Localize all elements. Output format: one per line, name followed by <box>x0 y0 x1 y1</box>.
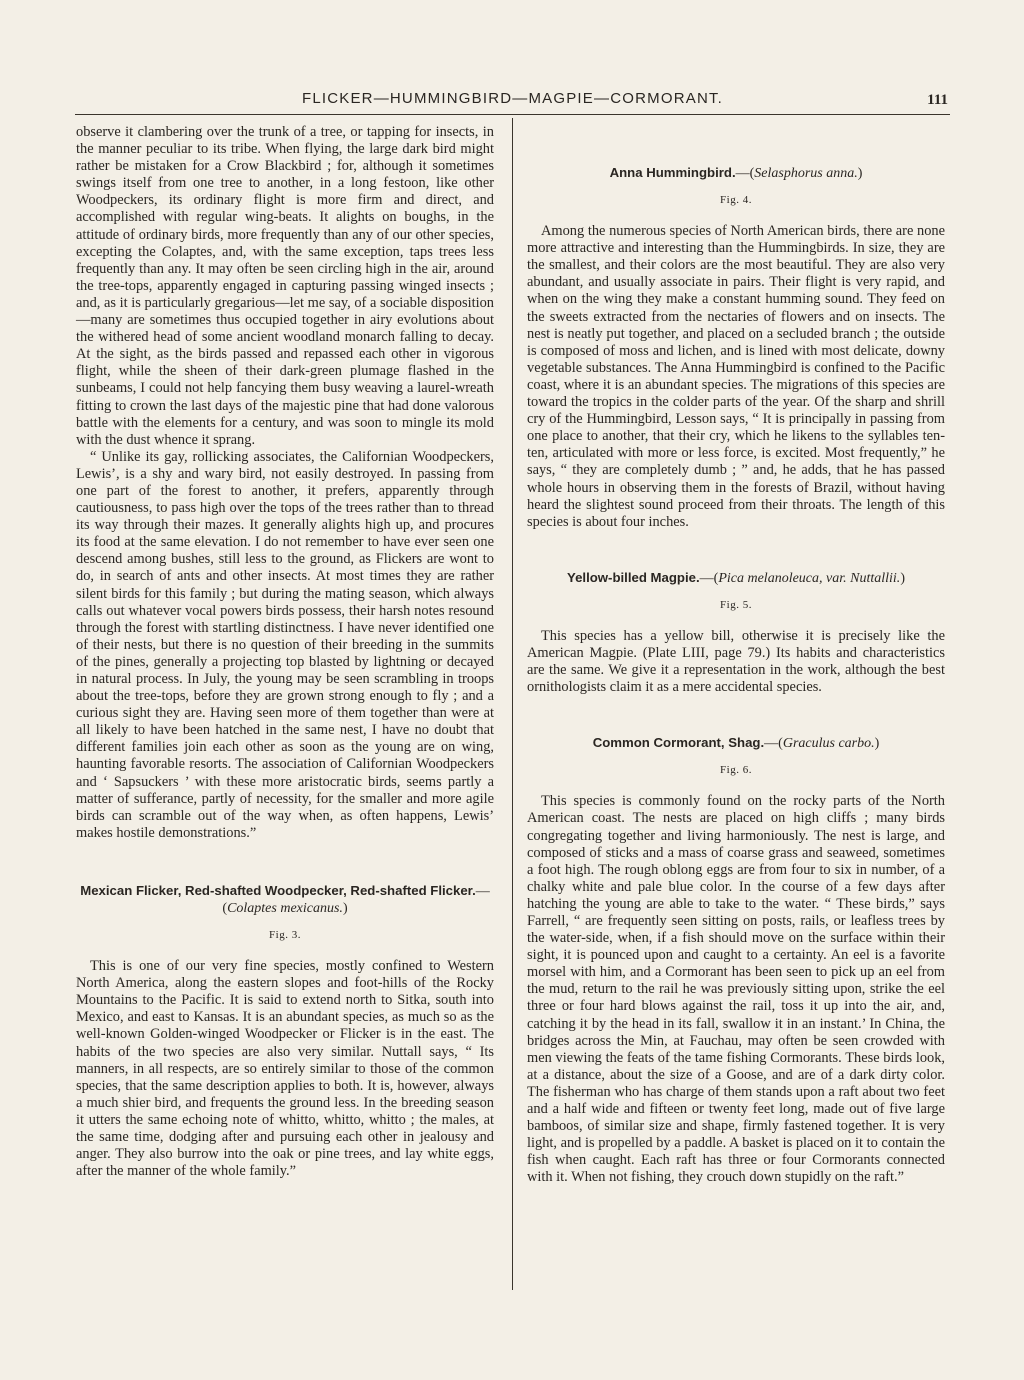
right-column <box>527 124 945 1187</box>
species-scientific-name: Graculus carbo. <box>782 736 875 752</box>
column-divider <box>512 118 513 1290</box>
paragraph-mexican-flicker: This is one of our very fine species, mostly confined to Western North America, along the eastern slopes and foot-hills of the Rocky Mountains to the Pacific. It is said to extend north to Sitka, south into Mexico, and east to Kansas. It is an abundant species, as much so as the well-known Golden-winged Woodpecker or Flicker is in the east. The habits of the two species are also very similar. Nuttall says, “ Its manners, in all respects, are so entirely similar to those of the common species, that the same description applies to both. It is, however, always a much shier bird, and frequents the ground less. In the breeding season it utters the same echoing note of whitto, whitto, whitto ; the males, at the same time, dodging after and pursuing each other in jealousy and anger. They also burrow into the oak or pine trees, and lay white eggs, after the manner of the whole family.” <box>76 958 494 1180</box>
paragraph-lewis-quote: “ Unlike its gay, rollicking associates, the Californian Woodpeckers, Lewis’, is a shy and wary bird, not easily destroyed. In passing from one part of the forest to another, it prefers, apparently through cautiousness, to pass high over the tops of the trees rather than to thread its way through their mazes. It generally alights high up, and procures its food at the same elevation. I do not remember to have ever seen one descend among bushes, still less to the ground, as Flickers are wont to do, in search of ants and other insects. At most times they are rather silent birds for this family ; but during the mating season, which always calls out whatever vocal powers birds possess, their harsh notes resound through the forest with startling distinctness. I have never identified one of their nests, but there is no question of their breeding in the summits of the pines, generally a projecting top blasted by lightning or decayed in natural process. In July, the young may be seen scrambling in troops about the tree-tops, before they are grown strong enough to fly ; and a curious sight they are. Having seen more of them together than were at all likely to have been hatched in the same nest, I have no doubt that different families join each other as soon as the young are on wing, haunting favorable resorts. The association of Californian Woodpeckers and ‘ Sapsuckers ’ with these more aristocratic birds, seems partly a matter of sufferance, partly of necessity, for the smaller and more agile birds can scramble out of the way when, as often happens, Lewis’ makes hostile demonstrations.” <box>76 448 494 841</box>
figure-reference: Fig. 3. <box>269 928 301 941</box>
heading-common-cormorant: Common Cormorant, Shag.—(Graculus carbo.) <box>592 735 880 752</box>
page-number: 111 <box>927 92 948 108</box>
figure-reference: Fig. 4. <box>720 194 752 206</box>
species-scientific-name: Pica melanoleuca, var. Nuttallii. <box>718 570 901 586</box>
paragraph-yellow-billed-magpie: This species has a yellow bill, otherwise it is precisely like the American Magpie. (Plate LIII, page 79.) Its habits and characteristics are the same. We give it a representation in the work, although the best ornithologists claim it as a mere accidental species. <box>527 627 945 696</box>
paragraph-anna-hummingbird: Among the numerous species of North American birds, there are none more attractive and interesting than the Hummingbirds. In size, they are the smallest, and their colors are the most beautiful. They are also very abundant, and usually associate in pairs. Their flight is very rapid, and when on the wing they make a constant humming sound. They feed on the sweets extracted from the nectaries of flowers and on insects. The nest is neatly put together, and placed on a secluded branch ; the outside is composed of moss and lichen, and is lined with most delicate, downy vegetable substances. The Anna Hummingbird is confined to the Pacific coast, where it is an abundant species. The migrations of this species are toward the tropics in the colder parts of the year. Of the sharp and shrill cry of the Hummingbird, Lesson says, “ It is principally in passing from one place to another, that their cry, which he likens to the syllables ten-ten, articulated with more or less force, is excited. Most frequently,” he says, “ they are completely dumb ; ” and, he adds, that he has passed whole hours in observing them in the forests of Brazil, without having heard the slightest sound proceed from their throats. The length of this species is about four inches. <box>527 223 945 530</box>
species-common-name: Common Cormorant, Shag. <box>592 735 765 751</box>
running-title: FLICKER—HUMMINGBIRD—MAGPIE—CORMORANT. <box>301 90 724 107</box>
left-column <box>76 124 494 1180</box>
paragraph-woodpecker-habits: observe it clambering over the trunk of a tree, or tapping for insects, in the manner peculiar to its tribe. When flying, the large dark bird might rather be mistaken for a Crow Blackbird ; for, although it sometimes swings itself from one tree to another, in a long festoon, like other Woodpeckers, its ordinary flight is more firm and direct, and accomplished with regular wing-beats. It alights on boughs, in the attitude of ordinary birds, more frequently than any of our other species, excepting the Colaptes, and, with the same exception, taps trees less frequently than any. It may often be seen circling high in the air, around the tree-tops, apparently engaged in capturing passing winged insects ; and, as it is particularly gregarious—let me say, of a sociable disposition—many are sometimes thus occupied together in airy evolutions about the withered head of some ancient woodland monarch falling to decay. At the sight, as the birds passed and repassed each other in vigorous flight, while the sheen of their dark-green plumage flashed in the sunbeams, I could not help fancying them busy weaving a laurel-wreath fitting to crown the last days of the majestic pine that had done valorous battle with the elements for a century, and was soon to mingle its mold with the dust whence it sprang. <box>76 124 494 448</box>
paragraph-common-cormorant: This species is commonly found on the rocky parts of the North American coast. The nests are placed on high cliffs ; many birds congregating together and living harmoniously. The nest is large, and composed of sticks and a mass of coarse grass and seaweed, sometimes a foot high. The rough oblong eggs are from four to six in number, of a chalky white and pale blue color. In the course of a few days after hatching the young are able to take to the water. “ These birds,” says Farrell, “ are frequently seen sitting on posts, rails, or leafless trees by the water-side, when, if a fish should move on the surface within their sight, it is pounced upon and caught to a certainty. An eel is a favorite morsel with him, and a Cormorant has been seen to pick up an eel from the mud, return to the rail he was previously sitting upon, strike the eel three or four hard blows against the rail, toss it up into the air, and, catching it by the head in its fall, swallow it in an instant.’ In China, the bridges across the Min, at Fauchau, may often be seen crowded with men viewing the feats of the tame fishing Cormorants. These birds look, at a distance, about the size of a Goose, and are of a dark dirty color. The fisherman who has charge of them stands upon a raft about two feet and a half wide and fifteen or twenty feet long, made out of five large bamboos, of similar size and shape, firmly fastened together. It is very light, and is propelled by a paddle. A basket is placed on it to contain the fish when caught. Each raft has three or four Cormorants connected with it. When not fishing, they crouch down stupidly on the raft.” <box>527 793 945 1186</box>
species-common-name: Anna Hummingbird. <box>609 165 736 180</box>
figure-reference: Fig. 5. <box>720 598 752 611</box>
running-head <box>75 86 950 115</box>
species-scientific-name: Colaptes mexicanus. <box>227 900 343 916</box>
heading-mexican-flicker: Mexican Flicker, Red-shafted Woodpecker, Red-shafted Flicker.—(Colaptes mexicanus.) <box>80 882 490 916</box>
species-common-name: Yellow-billed Magpie. <box>567 569 700 585</box>
heading-anna-hummingbird: Anna Hummingbird.—(Selasphorus anna.) <box>609 165 863 181</box>
species-common-name: Mexican Flicker, Red-shafted Woodpecker, Red-shafted Flicker. <box>80 882 476 898</box>
heading-yellow-billed-magpie: Yellow-billed Magpie.—(Pica melanoleuca, var. Nuttallii.) <box>567 569 905 586</box>
figure-reference: Fig. 6. <box>720 764 752 777</box>
species-scientific-name: Selasphorus anna. <box>754 166 858 181</box>
